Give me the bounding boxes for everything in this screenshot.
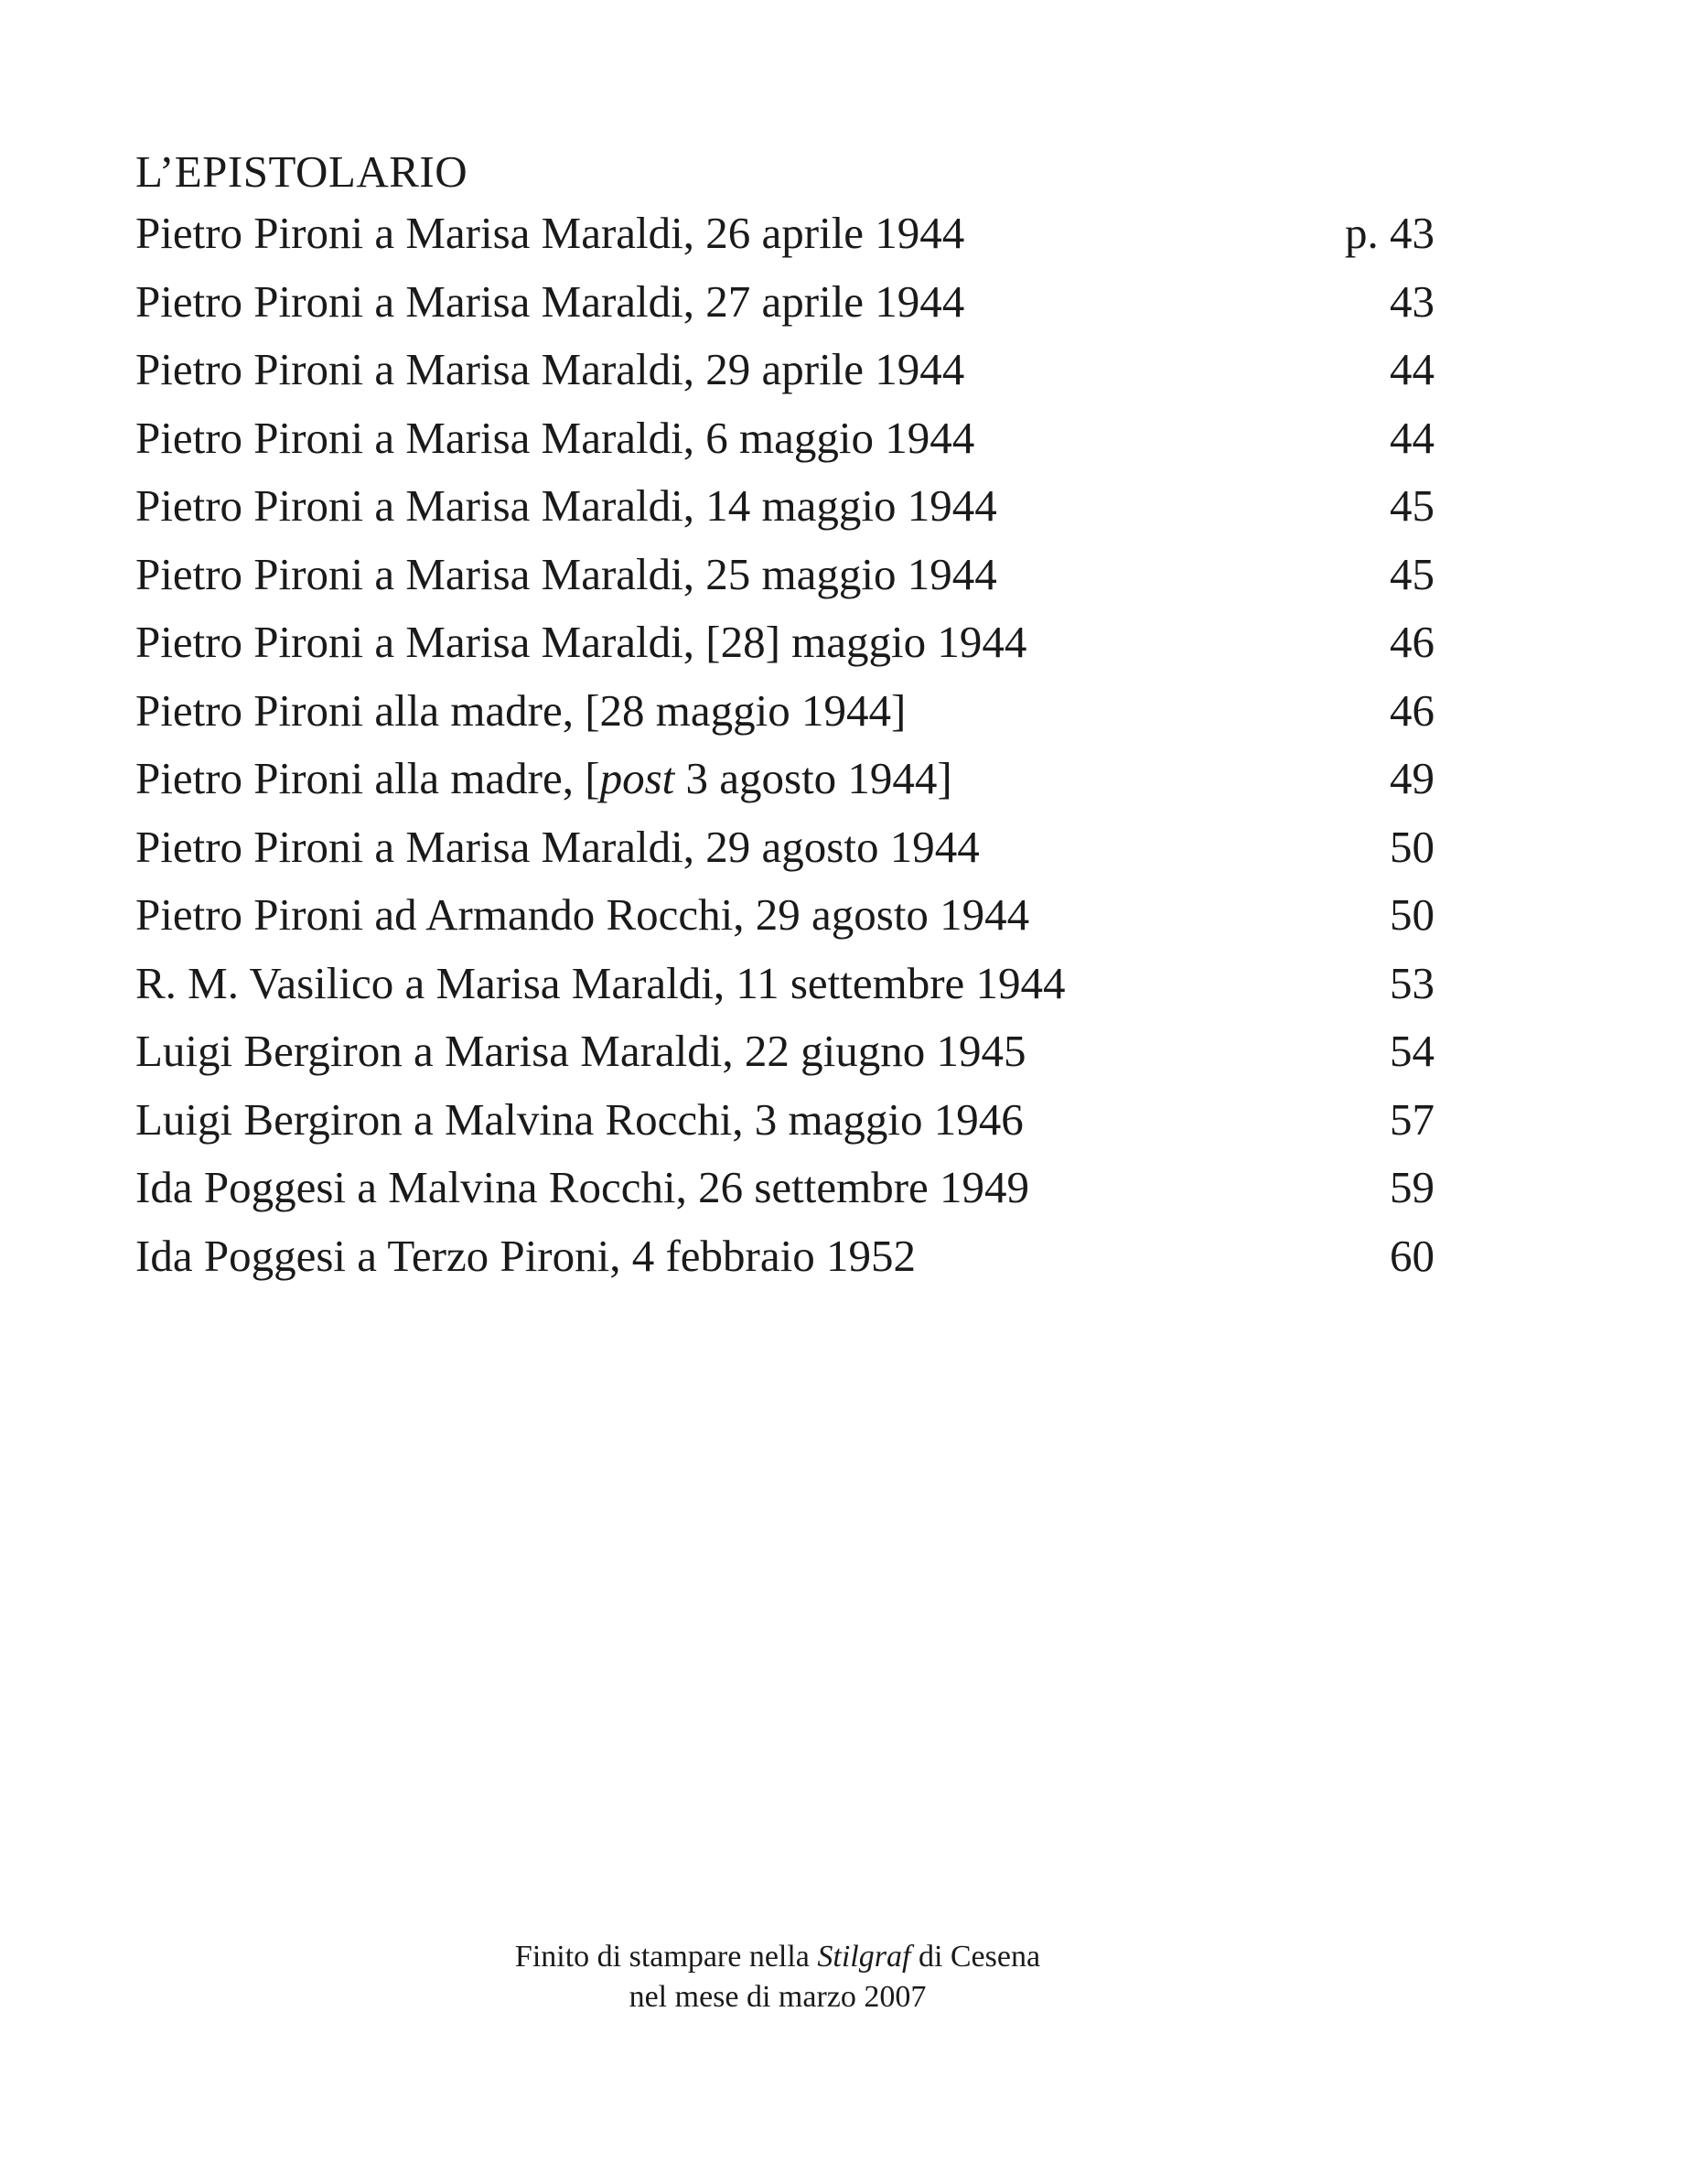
toc-entry bbox=[135, 472, 1435, 541]
toc-entry-page: 46 bbox=[1390, 684, 1435, 736]
toc-entry-text: Pietro Pironi ad Armando Rocchi, 29 agosto 1944 bbox=[135, 889, 1030, 940]
toc-entry-page: 44 bbox=[1390, 412, 1435, 463]
toc-entry-page: 57 bbox=[1390, 1093, 1435, 1145]
toc-entry bbox=[135, 881, 1435, 950]
toc-entry bbox=[135, 950, 1435, 1018]
toc-entry-text: Ida Poggesi a Terzo Pironi, 4 febbraio 1952 bbox=[135, 1230, 916, 1281]
toc-entry bbox=[135, 336, 1435, 404]
toc-entry bbox=[135, 608, 1435, 677]
toc-entry-page: 44 bbox=[1390, 344, 1435, 394]
toc-entry bbox=[135, 268, 1435, 337]
toc-entry-text: Pietro Pironi alla madre, [ bbox=[135, 753, 600, 803]
printer-name: Stilgraf bbox=[817, 1940, 911, 1974]
toc-entry-page: 49 bbox=[1390, 753, 1435, 803]
toc-entry bbox=[135, 1154, 1435, 1222]
toc-entry-title bbox=[135, 404, 974, 473]
toc-entry-text: Ida Poggesi a Malvina Rocchi, 26 settembre 1949 bbox=[135, 1162, 1030, 1212]
toc-entry bbox=[135, 813, 1435, 882]
toc-entry-title bbox=[135, 1154, 1029, 1222]
section-heading: L’EPISTOLARIO bbox=[135, 146, 468, 197]
toc-entry bbox=[135, 404, 1435, 473]
toc-entry-title bbox=[135, 336, 964, 404]
toc-entry-text: Pietro Pironi a Marisa Maraldi, 25 maggio 1944 bbox=[135, 548, 997, 599]
toc-entry bbox=[135, 677, 1435, 746]
toc-entry-title bbox=[135, 608, 1026, 677]
toc-entry-italic: post bbox=[599, 753, 675, 803]
toc-list bbox=[135, 199, 1435, 1290]
colophon-line-2: nel mese di marzo 2007 bbox=[629, 1980, 927, 2014]
colophon-line-1 bbox=[0, 1937, 1555, 1977]
toc-entry-page: 53 bbox=[1390, 957, 1435, 1008]
toc-entry bbox=[135, 1222, 1435, 1291]
toc-entry-text: Luigi Bergiron a Marisa Maraldi, 22 giugno 1945 bbox=[135, 1026, 1026, 1076]
toc-entry-page: 50 bbox=[1390, 889, 1435, 940]
colophon-text: di Cesena bbox=[910, 1940, 1041, 1974]
toc-entry bbox=[135, 1017, 1435, 1086]
toc-entry-text: Pietro Pironi alla madre, [28 maggio 1944] bbox=[135, 684, 907, 736]
toc-entry-page: 45 bbox=[1390, 480, 1435, 531]
toc-entry-text: Pietro Pironi a Marisa Maraldi, [28] maggio 1944 bbox=[135, 617, 1027, 667]
toc-entry-text: 3 agosto 1944] bbox=[674, 753, 952, 803]
toc-entry-title bbox=[135, 472, 997, 541]
toc-entry-title bbox=[135, 1222, 916, 1291]
toc-entry-title bbox=[135, 813, 980, 882]
toc-entry-page: 45 bbox=[1390, 548, 1435, 599]
toc-entry bbox=[135, 199, 1435, 268]
toc-entry-text: Pietro Pironi a Marisa Maraldi, 29 aprile 1944 bbox=[135, 344, 965, 394]
toc-entry bbox=[135, 541, 1435, 609]
toc-entry-title bbox=[135, 1017, 1026, 1086]
toc-entry-text: Pietro Pironi a Marisa Maraldi, 14 maggio 1944 bbox=[135, 480, 997, 531]
toc-entry-title bbox=[135, 1086, 1024, 1155]
toc-entry-title bbox=[135, 881, 1029, 950]
toc-entry-text: Pietro Pironi a Marisa Maraldi, 26 aprile 1944 bbox=[135, 208, 965, 258]
toc-entry-page: 46 bbox=[1390, 617, 1435, 667]
toc-entry-title bbox=[135, 745, 952, 813]
toc-entry-title bbox=[135, 950, 1066, 1018]
toc-entry-text: Luigi Bergiron a Malvina Rocchi, 3 maggio 1946 bbox=[135, 1093, 1024, 1145]
toc-entry-text: R. M. Vasilico a Marisa Maraldi, 11 settembre 1944 bbox=[135, 957, 1066, 1008]
toc-entry-title bbox=[135, 677, 906, 746]
colophon-text: Finito di stampare nella bbox=[514, 1940, 818, 1974]
toc-entry-title bbox=[135, 541, 997, 609]
toc-entry-page: 59 bbox=[1390, 1162, 1435, 1212]
table-of-contents bbox=[135, 145, 1435, 1290]
toc-entry-page: 60 bbox=[1390, 1230, 1435, 1281]
toc-entry-title bbox=[135, 268, 964, 337]
toc-entry-page: p. 43 bbox=[1345, 208, 1435, 258]
toc-entry-text: Pietro Pironi a Marisa Maraldi, 27 aprile 1944 bbox=[135, 275, 965, 327]
toc-entry-title bbox=[135, 199, 964, 268]
toc-entry-text: Pietro Pironi a Marisa Maraldi, 6 maggio 1944 bbox=[135, 412, 975, 463]
colophon bbox=[0, 1937, 1555, 2017]
toc-entry bbox=[135, 1086, 1435, 1155]
toc-entry-page: 54 bbox=[1390, 1026, 1435, 1076]
toc-entry bbox=[135, 745, 1435, 813]
toc-entry-page: 50 bbox=[1390, 821, 1435, 872]
toc-entry-text: Pietro Pironi a Marisa Maraldi, 29 agosto 1944 bbox=[135, 821, 980, 872]
toc-entry-page: 43 bbox=[1390, 275, 1435, 327]
